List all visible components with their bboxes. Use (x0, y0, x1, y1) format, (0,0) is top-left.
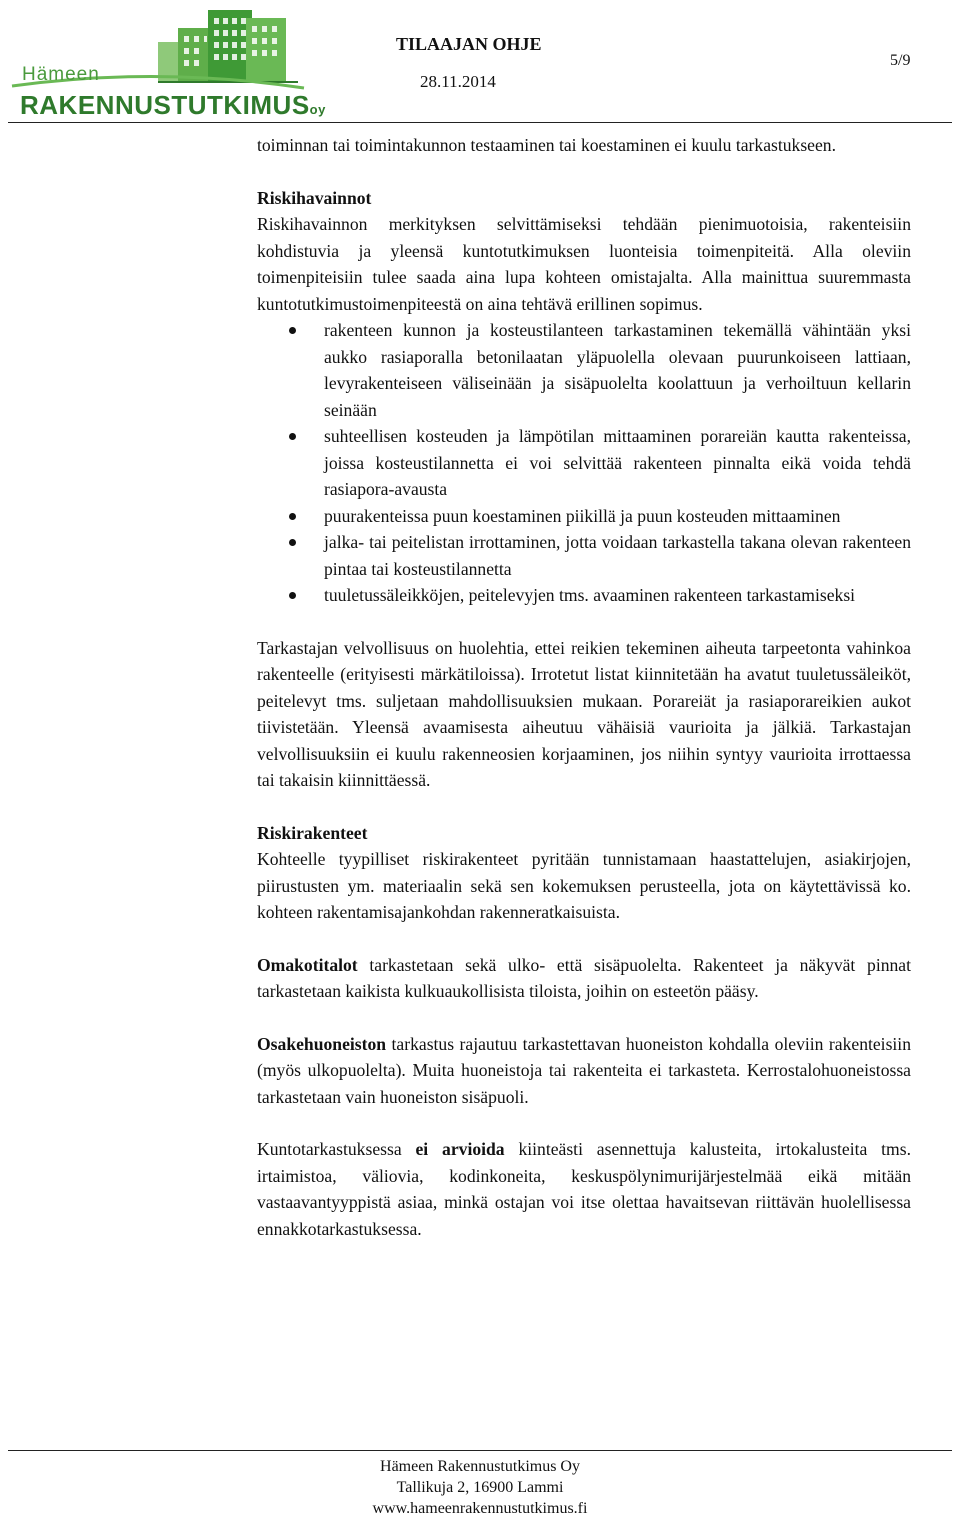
list-item (257, 317, 911, 423)
page-footer (0, 1456, 960, 1519)
section-heading-riskihavainnot: Riskihavainnot (257, 187, 372, 208)
footer-company: Hämeen Rakennustutkimus Oy (380, 1458, 580, 1475)
toimenpiteet-list (257, 317, 911, 609)
riskihavainnot-paragraph: Riskihavainnon merkityksen selvittämiseksi tehdään pienimuotoisia, rakenteisiin kohdistuvia ja yleensä kuntotutkimuksen luonteisia toimenpiteitä. Alla oleviin toimenpiteisiin tulee saada aina lupa kohteen omistajalta. Alla mainittua suuremmasta kuntotutkimustoimenpiteestä on aina tehtävä erillinen sopimus. (257, 214, 911, 314)
page-number: 5/9 (890, 52, 911, 69)
footer-divider (8, 1450, 952, 1451)
bullet-icon (289, 327, 296, 334)
logo-text-rakennustutkimus (20, 90, 326, 121)
document-date: 28.11.2014 (420, 72, 496, 91)
spacer (257, 1005, 911, 1031)
footer-website[interactable]: www.hameenrakennustutkimus.fi (372, 1500, 588, 1517)
list-item-text: suhteellisen kosteuden ja lämpötilan mittaaminen porareiän kautta rakenteissa, joissa kosteustilannetta ei voi selvittää rakenteen pinnalta eikä voida tehdä rasiapora-avausta (324, 426, 911, 499)
company-logo (8, 6, 326, 120)
bullet-icon (289, 539, 296, 546)
list-item-text: rakenteen kunnon ja kosteustilanteen tarkastaminen tekemällä vähintään yksi aukko rasiaporalla betonilaatan yläpuolella olevaan puurunkoiseen lattiaan, levyrakenteiseen väliseinään ja sisäpuolelta koolattuun ja verhoiltuun kellarin seinään (324, 320, 911, 420)
spacer (257, 609, 911, 635)
list-item (257, 529, 911, 582)
list-item (257, 503, 911, 530)
page-body (257, 132, 911, 1242)
intro-paragraph: toiminnan tai toimintakunnon testaaminen tai koestaminen ei kuulu tarkastukseen. (257, 135, 836, 155)
velvollisuus-paragraph: Tarkastajan velvollisuus on huolehtia, ettei reikien tekeminen aiheuta tarpeetonta vahinkoa rakenteelle (erityisesti märkätiloissa). Irrotetut listat kiinnitetään ha avatut tuuletussäleiköt, peitelevyt tms. suljetaan mahdollisuuksien mukaan. Porareiät ja rasiaporareikien aukot tiivistetään. Yleensä avaamisesta aiheutuu vähäisiä vaurioita ja jälkiä. Tarkastajan velvollisuuksiin ei kuulu rakenneosien korjaaminen, jos niihin syntyy vaurioita irrottaessa tai takaisin kiinnittäessä. (257, 637, 911, 790)
section-heading-riskirakenteet: Riskirakenteet (257, 822, 368, 843)
spacer (257, 159, 911, 185)
document-title: TILAAJAN OHJE (396, 34, 542, 54)
osakehuoneisto-paragraph (257, 1031, 911, 1111)
bullet-icon (289, 433, 296, 440)
header-divider (8, 122, 952, 123)
kuntotarkastus-lead: Kuntotarkastuksessa (257, 1139, 416, 1159)
footer-address: Tallikuja 2, 16900 Lammi (396, 1479, 564, 1496)
list-item-text: puurakenteissa puun koestaminen piikillä ja puun kosteuden mittaaminen (324, 505, 841, 526)
spacer (257, 926, 911, 952)
osakehuoneisto-term: Osakehuoneiston (257, 1033, 387, 1054)
kuntotarkastus-paragraph (257, 1136, 911, 1242)
osakehuoneisto-text: tarkastus rajautuu tarkastettavan huoneiston kohdalla oleviin rakenteisiin (myös ulkopuolelta). Muita huoneistoja tai rakenteita ei tarkasteta. Kerrostalohuoneistossa tarkastetaan vain huoneiston sisäpuoli. (257, 1033, 911, 1107)
spacer (257, 794, 911, 820)
list-item-text: jalka- tai peitelistan irrottaminen, jotta voidaan tarkastella takana olevan rakenteen pintaa tai kosteustilannetta (324, 532, 911, 579)
kuntotarkastus-emphasis: ei arvioida (415, 1139, 505, 1159)
logo-text-main: RAKENNUSTUTKIMUS (20, 90, 310, 120)
logo-text-oy: oy (309, 102, 326, 117)
omakotitalot-paragraph (257, 952, 911, 1005)
riskirakenteet-paragraph: Kohteelle tyypilliset riskirakenteet pyritään tunnistamaan haastattelujen, asiakirjojen, piirustusten ym. materiaalin sekä sen kokemuksen perusteella, jota on käytettävissä ko. kohteen rakentamisajankohdan rakenneratkaisuista. (257, 849, 911, 922)
bullet-icon (289, 592, 296, 599)
spacer (257, 1110, 911, 1136)
omakotitalot-term: Omakotitalot (257, 954, 358, 975)
list-item (257, 582, 911, 609)
bullet-icon (289, 513, 296, 520)
logo-text-hameen: Hämeen (22, 64, 100, 85)
kuntotarkastus-text: kiinteästi asennettuja kalusteita, irtokalusteita tms. irtaimistoa, väliovia, kodinkoneita, keskuspölynimurijärjestelmää eikä mitään vastaavantyyppistä asiaa, minkä ostajan voi itse olettaa havaitsevan riittävän huolellisessa ennakkotarkastuksessa. (257, 1139, 911, 1239)
omakotitalot-text: tarkastetaan sekä ulko- että sisäpuolelta. Rakenteet ja näkyvät pinnat tarkastetaan kaikista kulkuaukollisista tiloista, joihin on esteetön pääsy. (257, 954, 911, 1001)
list-item-text: tuuletussäleikköjen, peitelevyjen tms. avaaminen rakenteen tarkastamiseksi (324, 585, 856, 605)
list-item (257, 423, 911, 503)
